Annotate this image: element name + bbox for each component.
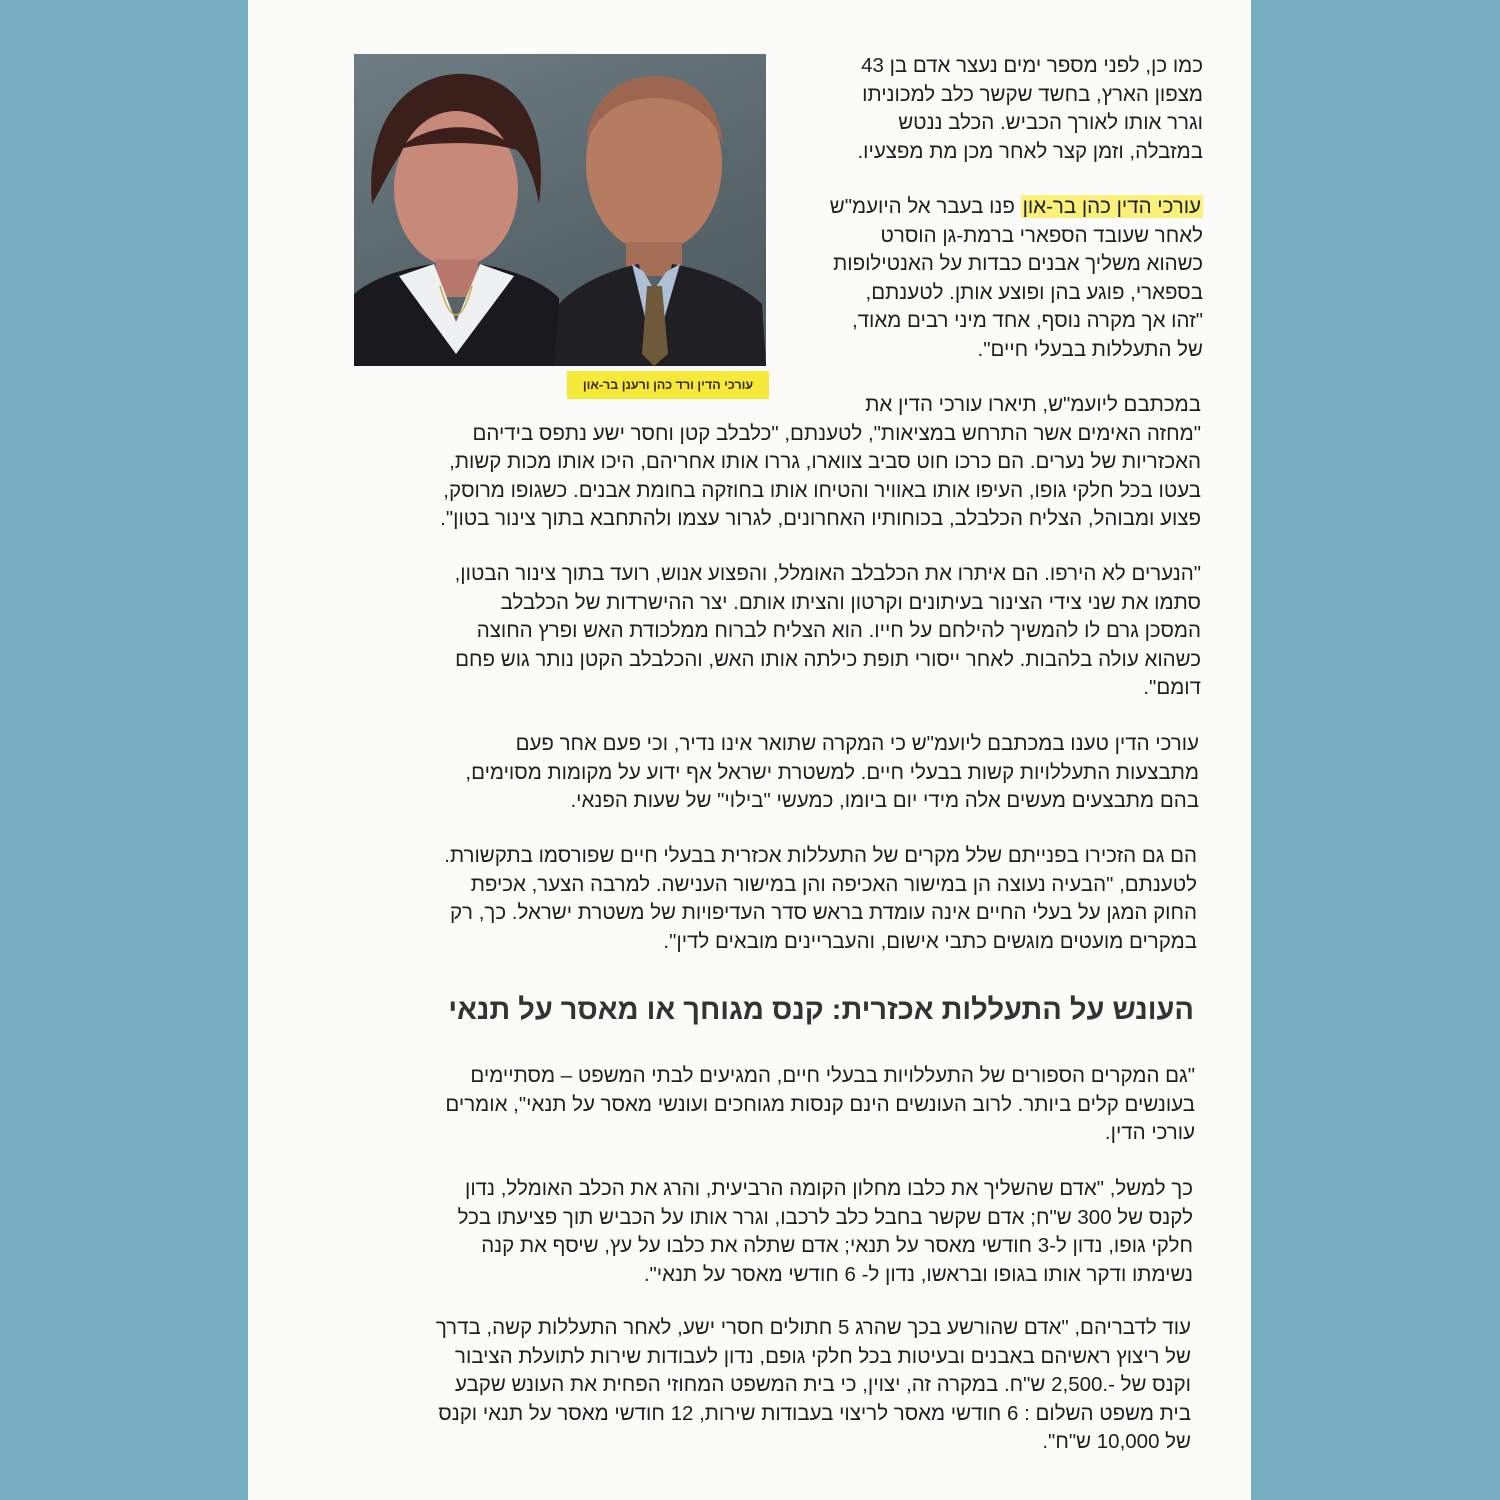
paragraph-4 [455,560,1201,703]
text-line: "גם המקרים הספורים של התעללויות בבעלי חיים, המגיעים לבתי המשפט – מסתיימים [470,1064,1195,1087]
text-line: הם גם הזכירו בפנייתם שלל מקרים של התעללות אכזרית בבעלי חיים שפורסמו בתקשורת. [444,844,1197,867]
text-line: של 10,000 ש"ח". [1042,1430,1191,1453]
text-line: לאחר שעובד הספארי ברמת-גן הוסרט [880,223,1203,247]
text-line: סתמו את שני צידי הצינור בעיתונים וקרטון והציתו אותם. יצר ההישרדות של הכלבלב [500,590,1201,614]
paragraph-9 [436,1314,1191,1457]
text-line: דומם". [1143,676,1201,699]
paragraph-3 [440,391,1201,534]
text-line: כשהוא משליך אבנים כבדות על האנטילופות [833,252,1203,275]
text-line: של התעללות בבעלי חיים". [977,337,1203,361]
text-line: נשימתו ודקר אותו בגופו ובראשו, נדון ל- 6 חודשי מאסר על תנאי". [643,1262,1193,1286]
text-fragment: פנו בעבר אל היועמ"ש [829,195,1021,218]
text-line: כך למשל, "אדם שהשליך את כלבו מחלון הקומה הרביעית, והרג את הכלב האומלל, נדון [465,1177,1193,1200]
text-line: לטענתם, "הבעיה נעוצה הן במישור האכיפה והן במישור הענישה. למרבה הצער, אכיפת [470,872,1197,896]
paragraph-1 [857,52,1203,166]
text-line: כשהוא עולה בלהבות. לאחר ייסורי תופת כילתה אותו האש, והכלבלב הקטן נותר גוש פחם [455,647,1201,671]
text-line: מצפון הארץ, בחשד שקשר כלב למכוניתו [862,82,1203,106]
paragraph-6 [444,842,1197,956]
text-line: בית משפט השלום : 6 חודשי מאסר לריצוי בעבודות שירות, 12 חודשי מאסר על תנאי וקנס [438,1401,1191,1425]
text-line: במכתבם ליועמ"ש, תיארו עורכי הדין את [865,393,1201,416]
text-line [830,193,1203,222]
section-heading: העונש על התעללות אכזרית: קנס מגוחך או מאסר על תנאי [448,994,1194,1026]
text-line: חלקי גופו, נדון ל-3 חודשי מאסר על תנאי; אדם שתלה את כלבו על עץ, שיסף את קנה [481,1234,1193,1257]
text-line: "זהו אך מקרה נוסף, אחד מיני רבים מאוד, [851,309,1203,332]
paragraph-5 [465,730,1199,816]
text-line: של ריצוץ ראשיהם באבנים ובעיטות בכל חלקי גופם, נדון לעבודות שירות לתועלת הציבור [455,1344,1191,1368]
text-line: החוק המגן על בעלי החיים אינה עומדת בראש סדר העדיפויות של משטרת ישראל. כך, רק [449,901,1197,924]
text-line: לקנס של 300 ש"ח; אדם שקשר בחבל כלב לרכבו, וגרר אותו על הכביש תוך פציעתו בכל [457,1205,1193,1229]
text-line: המסכן גרם לו להמשיך להילחם על חייו. הוא הצליח לברוח ממלכודת האש ופרץ החוצה [476,619,1201,642]
text-line: כמו כן, לפני מספר ימים נעצר אדם בן 43 [861,54,1203,77]
text-line: וקנס של -.2,500 ש"ח. במקרה זה, יצוין, כי בית המשפט המחוזי הפחית את העונש שקבע [454,1373,1191,1396]
text-line: בעונשים קלים ביותר. לרוב העונשים הינם קנסות מגוחכים ועונשי מאסר על תנאי", אומרים [445,1092,1195,1116]
text-line: במזבלה, וזמן קצר לאחר מכן מת מפצעיו. [857,139,1203,163]
text-line: בהם מתבצעים מעשים אלה מידי יום ביומו, כמעשי "בילוי" של שעות הפנאי. [570,789,1199,812]
paragraph-8 [458,1175,1193,1289]
text-line: עוד לדבריהם, "אדם שהורשע בכך שהרג 5 חתולים חסרי ישע, לאחר התעללות קשה, בדרך [435,1316,1191,1339]
text-line: "הנערים לא הירפו. הם איתרו את הכלבלב האומלל, והפצוע אנוש, רועד בתוך צינור הבטון, [454,562,1201,585]
highlighted-lawyers-name: עורכי הדין כהן בר-און [1022,195,1201,218]
photo-caption: עורכי הדין ורד כהן ורענן בר-און [567,371,769,399]
text-line: בספארי, פוגע בהן ופוצע אותן. לטענתם, [865,280,1203,304]
text-line: עורכי הדין. [1104,1121,1195,1144]
paragraph-2 [830,193,1203,364]
text-line: במקרים מועטים מוגשים כתבי אישום, והעבריינים מובאים לדין". [663,929,1197,953]
paragraph-7 [445,1062,1195,1148]
text-line: עורכי הדין טענו במכתבם ליועמ"ש כי המקרה שתואר אינו נדיר, וכי פעם אחר פעם [515,732,1199,755]
text-line: "מחזה האימים אשר התרחש במציאות", לטענתם, "כלבלב קטן וחסר ישע נתפס בידיהם [472,421,1201,445]
text-line: האכזריות של נערים. הם כרכו חוט סביב צווארו, גררו אותו אחריהם, היכו אותו מכות קשות, [449,450,1201,473]
lawyers-photo [354,54,766,366]
text-line: בעטו בכל חלקי גופו, העיפו אותו באוויר והטיחו אותו בחוזקה בחומת אבנים. כשגופו מרוסק, [443,478,1201,502]
lawyers-illustration [354,54,766,366]
text-line: מתבצעות התעללויות קשות בבעלי חיים. למשטרת ישראל אף ידוע על מקומות מסוימים, [465,760,1199,784]
scanned-page [248,0,1251,1500]
text-line: וגרר אותו לאורך הכביש. הכלב ננטש [898,111,1203,134]
text-line: פצוע ומבוהל, הצליח הכלבלב, בכוחותיו האחרונים, לגרור עצמו ולהתחבא בתוך צינור בטון". [440,507,1201,530]
